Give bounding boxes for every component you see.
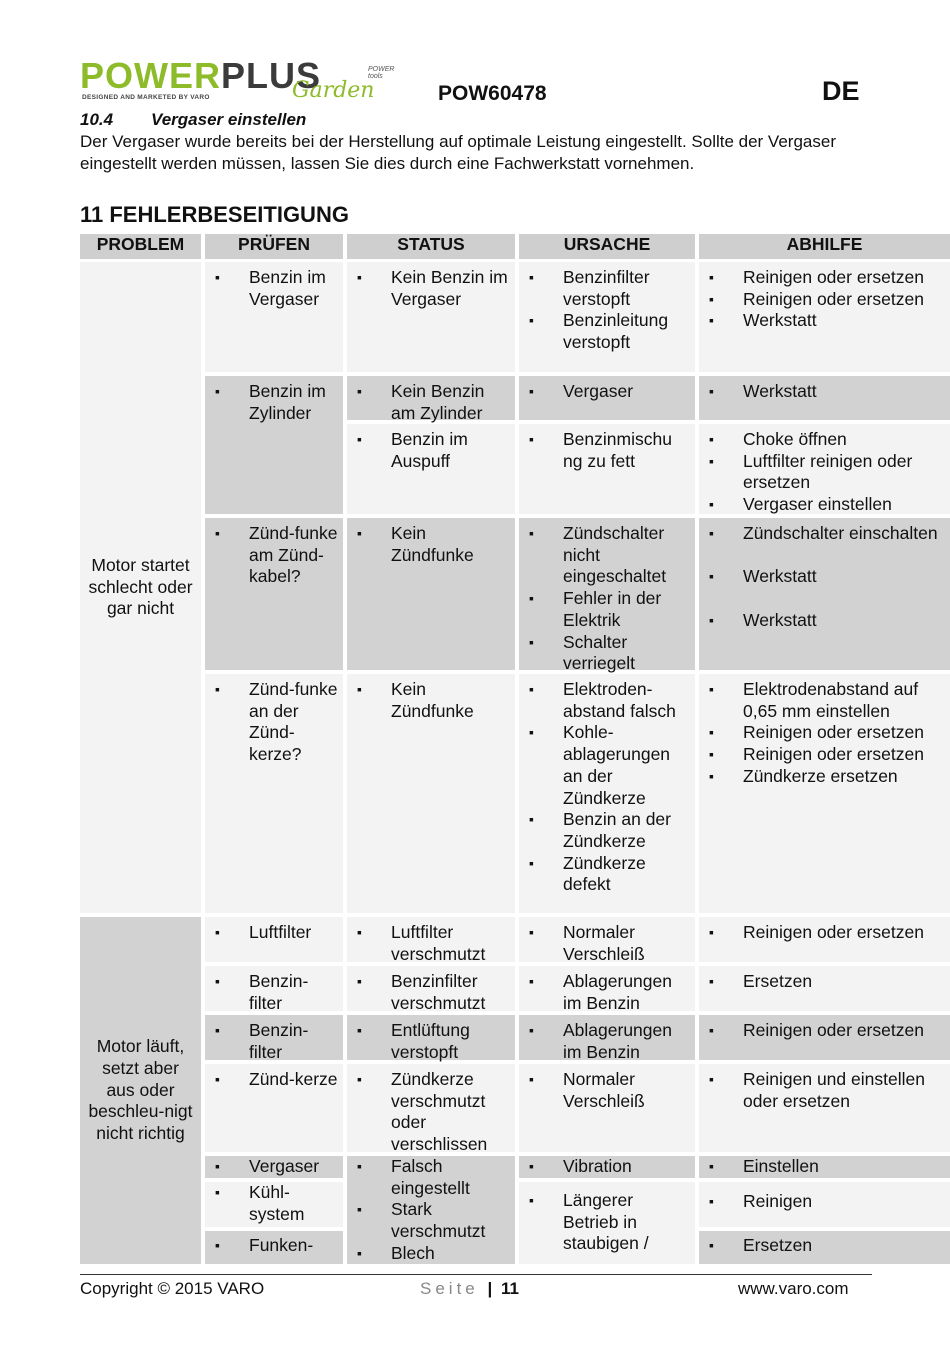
language-code: DE: [822, 76, 860, 106]
list-item: ▪ Kohle-ablagerungen an der Zündkerze: [519, 722, 695, 809]
list-item: ▪ Normaler Verschleiß: [519, 1069, 695, 1112]
list-item: ▪ Längerer Betrieb in staubigen /: [519, 1190, 695, 1255]
list-item: ▪ Reinigen: [699, 1191, 950, 1213]
ursache-cell: [519, 376, 695, 420]
abhilfe-cell: [699, 917, 950, 962]
column-header-problem: PROBLEM: [80, 234, 201, 259]
pruefen-cell: [205, 917, 343, 962]
logo-word-power: POWER: [80, 55, 222, 96]
pruefen-cell: [205, 1231, 343, 1264]
abhilfe-cell: [699, 518, 950, 670]
list-item: ▪ Werkstatt: [699, 310, 950, 332]
list-item: ▪ Reinigen und einstellen oder ersetzen: [699, 1069, 950, 1112]
list-item: ▪ Reinigen oder ersetzen: [699, 722, 950, 744]
page-number: 11: [500, 1279, 519, 1298]
ursache-cell: [519, 262, 695, 372]
pruefen-cell: [205, 1015, 343, 1060]
list-item: ▪ Reinigen oder ersetzen: [699, 267, 950, 289]
page-separator: |: [487, 1279, 493, 1298]
abhilfe-cell: [699, 966, 950, 1011]
list-item: ▪ Zündkerze verschmutzt oder verschlissen: [347, 1069, 515, 1156]
list-item: ▪ Benzin-filter: [205, 971, 343, 1014]
status-cell: [347, 1156, 515, 1264]
footer-divider: [80, 1274, 872, 1275]
list-item: ▪ Benzinfilter verschmutzt: [347, 971, 515, 1014]
pruefen-cell: [205, 674, 343, 913]
list-item: ▪ Zündschalter nicht eingeschaltet: [519, 523, 695, 588]
list-item: ▪ Vergaser einstellen: [699, 494, 950, 516]
list-item: ▪ Vergaser: [205, 1156, 343, 1178]
list-item: ▪ Benzin im Vergaser: [205, 267, 343, 310]
ursache-cell: [519, 1182, 695, 1264]
abhilfe-cell: [699, 1156, 950, 1178]
abhilfe-cell: [699, 424, 950, 514]
list-item: ▪ Reinigen oder ersetzen: [699, 289, 950, 311]
list-item: ▪ Kühl-system: [205, 1182, 343, 1225]
status-cell: [347, 518, 515, 670]
ursache-cell: [519, 917, 695, 962]
logo-tag: POWER tools: [368, 66, 395, 80]
section-paragraph: Der Vergaser wurde bereits bei der Herstellung auf optimale Leistung eingestellt. Sollte der Vergaser eingestellt werden müssen, lassen Sie dies durch eine Fachwerkstatt vornehmen.: [80, 132, 836, 173]
list-item: ▪ Ablagerungen im Benzin: [519, 971, 695, 1014]
list-item: ▪ Benzin-filter: [205, 1020, 343, 1063]
ursache-cell: [519, 424, 695, 514]
list-item: ▪ Zünd-funke am Zünd-kabel?: [205, 523, 343, 588]
section-number: 10.4: [80, 110, 114, 129]
footer-url: www.varo.com: [738, 1279, 849, 1298]
list-item: ▪ Benzin im Zylinder: [205, 381, 343, 424]
list-item: ▪ Ablagerungen im Benzin: [519, 1020, 695, 1063]
pruefen-cell: [205, 518, 343, 670]
list-item: ▪ Blech: [347, 1243, 515, 1265]
list-item: ▪ Kein Zündfunke: [347, 679, 515, 722]
list-item: ▪ Ersetzen: [699, 1235, 950, 1257]
ursache-cell: [519, 1064, 695, 1152]
pruefen-cell: [205, 262, 343, 372]
ursache-cell: [519, 518, 695, 674]
logo-subtitle: DESIGNED AND MARKETED BY VARO: [82, 94, 210, 101]
abhilfe-cell: [699, 1182, 950, 1227]
abhilfe-cell: [699, 262, 950, 372]
section-title: Vergaser einstellen: [151, 110, 307, 129]
list-item: ▪ Stark verschmutzt: [347, 1199, 515, 1242]
list-item: ▪ Werkstatt: [699, 566, 950, 588]
status-cell: [347, 1064, 515, 1155]
status-cell: [347, 674, 515, 913]
list-item: ▪ Funken-: [205, 1235, 343, 1257]
list-item: ▪ Choke öffnen: [699, 429, 950, 451]
ursache-cell: [519, 966, 695, 1011]
list-item: ▪ Elektrodenabstand auf 0,65 mm einstellen: [699, 679, 950, 722]
list-item: ▪ Ersetzen: [699, 971, 950, 993]
status-cell: [347, 966, 515, 1011]
list-item: ▪ Kein Benzin im Vergaser: [347, 267, 515, 310]
list-item: ▪ Normaler Verschleiß: [519, 922, 695, 965]
pruefen-cell: [205, 1064, 343, 1152]
pruefen-cell: [205, 376, 343, 514]
status-cell: [347, 1015, 515, 1060]
logo-wordmark: [80, 55, 322, 96]
column-header-pruefen: PRÜFEN: [205, 234, 343, 259]
status-cell: [347, 917, 515, 962]
list-item: ▪ Falsch eingestellt: [347, 1156, 515, 1199]
list-item: ▪ Reinigen oder ersetzen: [699, 922, 950, 944]
list-item: ▪ Benzinmischu ng zu fett: [519, 429, 695, 472]
list-item: ▪ Reinigen oder ersetzen: [699, 1020, 950, 1042]
list-item: ▪ Einstellen: [699, 1156, 950, 1178]
brand-logo: [80, 55, 400, 106]
logo-word-plus: PLUS: [221, 55, 322, 96]
list-item: ▪ Zünd-kerze: [205, 1069, 343, 1091]
list-item: ▪ Vibration: [519, 1156, 695, 1178]
column-header-ursache: URSACHE: [519, 234, 695, 259]
list-item: ▪ Kein Benzin am Zylinder: [347, 381, 515, 424]
list-item: ▪ Zündkerze ersetzen: [699, 766, 950, 788]
abhilfe-cell: [699, 1064, 950, 1152]
footer-copyright: Copyright © 2015 VARO: [80, 1279, 265, 1298]
list-item: ▪ Zündschalter einschalten: [699, 523, 950, 545]
chapter-heading: 11 FEHLERBESEITIGUNG: [80, 202, 349, 227]
list-item: ▪ Benzin im Auspuff: [347, 429, 515, 472]
list-item: ▪ Benzin an der Zündkerze: [519, 809, 695, 852]
abhilfe-cell: [699, 376, 950, 420]
list-item: ▪ Luftfilter: [205, 922, 343, 944]
list-item: ▪ Benzinleitung verstopft: [519, 310, 695, 353]
ursache-cell: [519, 1156, 695, 1178]
abhilfe-cell: [699, 1231, 950, 1264]
problem-cell: [80, 262, 201, 913]
list-item: ▪ Reinigen oder ersetzen: [699, 744, 950, 766]
list-item: ▪ Benzinfilter verstopft: [519, 267, 695, 310]
list-item: ▪ Vergaser: [519, 381, 695, 403]
pruefen-cell: [205, 966, 343, 1011]
pruefen-cell: [205, 1182, 343, 1227]
list-item: ▪ Zünd-funke an der Zünd-kerze?: [205, 679, 343, 766]
list-item: ▪ Schalter verriegelt: [519, 632, 695, 675]
logo-script: Garden: [292, 78, 375, 103]
page-label: Seite: [420, 1279, 479, 1298]
list-item: ▪ Werkstatt: [699, 610, 950, 632]
list-item: ▪ Fehler in der Elektrik: [519, 588, 695, 631]
ursache-cell: [519, 674, 695, 913]
ursache-cell: [519, 1015, 695, 1060]
abhilfe-cell: [699, 674, 950, 913]
abhilfe-cell: [699, 1015, 950, 1060]
status-cell: [347, 262, 515, 372]
list-item: ▪ Kein Zündfunke: [347, 523, 515, 566]
list-item: ▪ Luftfilter verschmutzt: [347, 922, 515, 965]
list-item: ▪ Zündkerze defekt: [519, 853, 695, 896]
problem-text: Motor läuft, setzt aber aus oder beschleu-nigt nicht richtig: [88, 1036, 193, 1144]
status-cell: [347, 376, 515, 423]
problem-cell: [80, 917, 201, 1264]
column-header-abhilfe: ABHILFE: [699, 234, 950, 259]
model-number: POW60478: [438, 82, 547, 105]
problem-text: Motor startet schlecht oder gar nicht: [88, 554, 193, 619]
list-item: ▪ Luftfilter reinigen oder ersetzen: [699, 451, 950, 494]
status-cell: [347, 424, 515, 514]
list-item: ▪ Entlüftung verstopft: [347, 1020, 515, 1063]
column-header-status: STATUS: [347, 234, 515, 259]
footer-page: [420, 1279, 519, 1299]
list-item: ▪ Elektroden-abstand falsch: [519, 679, 695, 722]
list-item: ▪ Werkstatt: [699, 381, 950, 403]
pruefen-cell: [205, 1156, 343, 1178]
